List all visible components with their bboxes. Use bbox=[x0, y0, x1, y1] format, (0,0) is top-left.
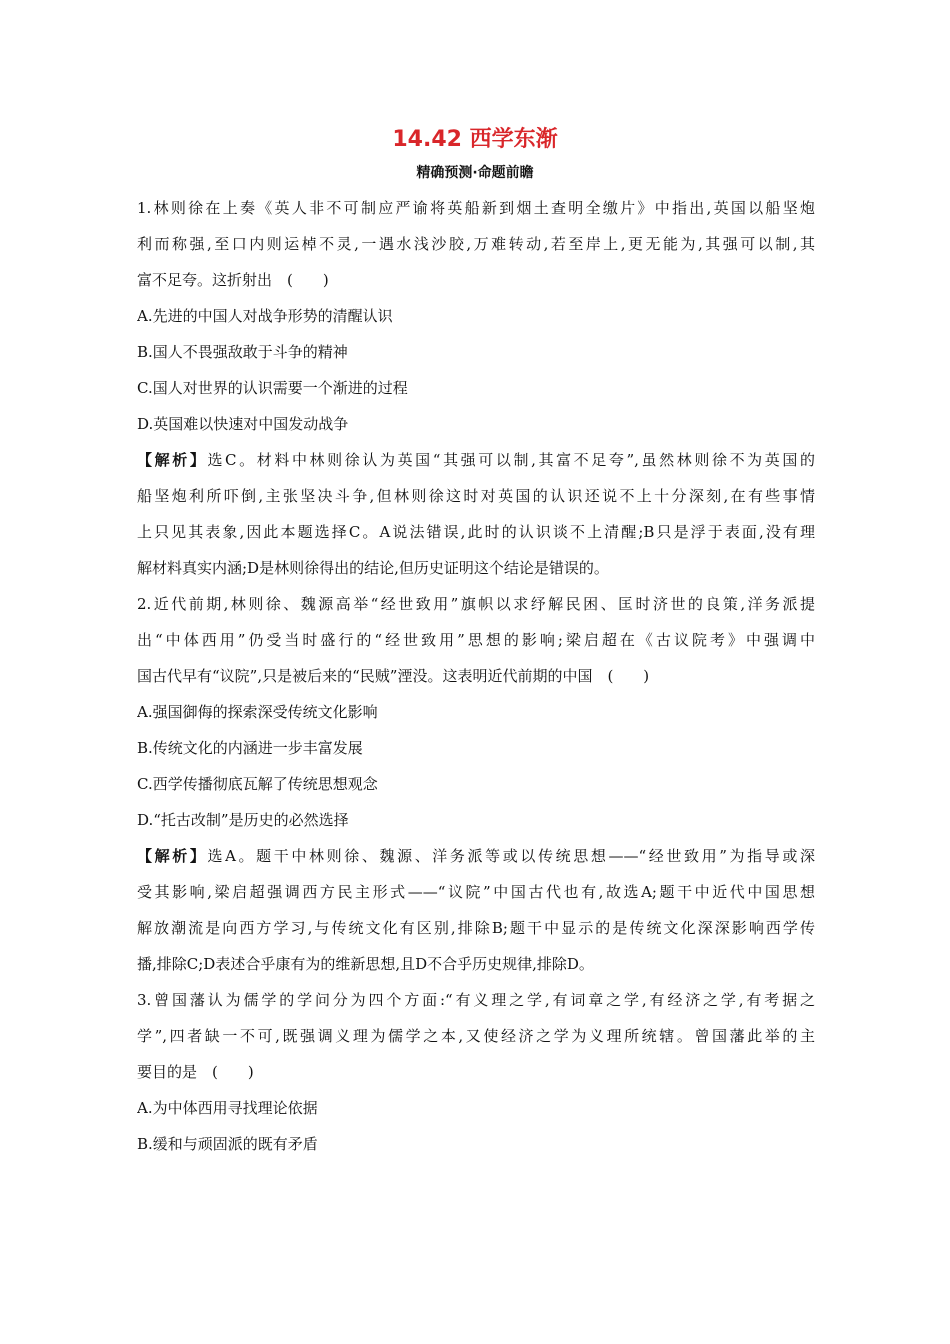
question-2 bbox=[137, 586, 815, 982]
analysis-text: 选A。题干中林则徐、魏源、洋务派等或以传统思想——“经世致用”为指导或深 bbox=[207, 847, 815, 865]
analysis-text: 选C。材料中林则徐认为英国“其强可以制,其富不足夸”,虽然林则徐不为英国的 bbox=[207, 451, 815, 469]
question-stem-line: 2.近代前期,林则徐、魏源高举“经世致用”旗帜以求纾解民困、匡时济世的良策,洋务派提 bbox=[137, 595, 815, 613]
question-stem-line: 出“中体西用”仍受当时盛行的“经世致用”思想的影响;梁启超在《古议院考》中强调中 bbox=[137, 631, 815, 649]
analysis-line: 播,排除C;D表述合乎康有为的维新思想,且D不合乎历史规律,排除D。 bbox=[137, 955, 594, 973]
option-b: B.缓和与顽固派的既有矛盾 bbox=[137, 1135, 318, 1153]
analysis-line: 解放潮流是向西方学习,与传统文化有区别,排除B;题干中显示的是传统文化深深影响西学传 bbox=[137, 919, 815, 937]
option-b: B.传统文化的内涵进一步丰富发展 bbox=[137, 739, 363, 757]
question-stem-line: 1.林则徐在上奏《英人非不可制应严谕将英船新到烟土查明全缴片》中指出,英国以船坚炮 bbox=[137, 199, 815, 217]
page-title: 14.42 西学东渐 bbox=[392, 127, 558, 152]
option-a: A.为中体西用寻找理论依据 bbox=[137, 1099, 318, 1117]
option-a: A.强国御侮的探索深受传统文化影响 bbox=[137, 703, 378, 721]
analysis-line: 船坚炮利所吓倒,主张坚决斗争,但林则徐这时对英国的认识还说不上十分深刻,在有些事情 bbox=[137, 487, 815, 505]
page-subtitle: 精确预测·命题前瞻 bbox=[416, 165, 534, 181]
question-3 bbox=[137, 982, 815, 1162]
option-c: C.西学传播彻底瓦解了传统思想观念 bbox=[137, 775, 378, 793]
question-stem-line: 3.曾国藩认为儒学的学问分为四个方面:“有义理之学,有词章之学,有经济之学,有考据之 bbox=[137, 991, 815, 1009]
question-stem-line: 国古代早有“议院”,只是被后来的“民贼”湮没。这表明近代前期的中国 ( ) bbox=[137, 667, 650, 685]
analysis-label: 【解析】 bbox=[137, 847, 208, 865]
question-list bbox=[137, 190, 815, 1162]
question-stem-line: 学”,四者缺一不可,既强调义理为儒学之本,又使经济之学为义理所统辖。曾国藩此举的主 bbox=[137, 1027, 815, 1045]
option-a: A.先进的中国人对战争形势的清醒认识 bbox=[137, 307, 393, 325]
analysis-line: 解材料真实内涵;D是林则徐得出的结论,但历史证明这个结论是错误的。 bbox=[137, 559, 609, 577]
option-b: B.国人不畏强敌敢于斗争的精神 bbox=[137, 343, 348, 361]
analysis-line bbox=[137, 442, 815, 478]
option-d: D.“托古改制”是历史的必然选择 bbox=[137, 811, 349, 829]
analysis-line: 受其影响,梁启超强调西方民主形式——“议院”中国古代也有,故选A;题干中近代中国思想 bbox=[137, 883, 815, 901]
question-1 bbox=[137, 190, 815, 586]
option-d: D.英国难以快速对中国发动战争 bbox=[137, 415, 349, 433]
analysis-line: 上只见其表象,因此本题选择C。A说法错误,此时的认识谈不上清醒;B只是浮于表面,没有理 bbox=[137, 523, 815, 541]
question-stem-line: 利而称强,至口内则运棹不灵,一遇水浅沙胶,万难转动,若至岸上,更无能为,其强可以制,其 bbox=[137, 235, 815, 253]
question-stem-line: 富不足夸。这折射出 ( ) bbox=[137, 271, 329, 289]
option-c: C.国人对世界的认识需要一个渐进的过程 bbox=[137, 379, 408, 397]
question-stem-line: 要目的是 ( ) bbox=[137, 1063, 254, 1081]
analysis-line bbox=[137, 838, 815, 874]
analysis-label: 【解析】 bbox=[137, 451, 208, 469]
